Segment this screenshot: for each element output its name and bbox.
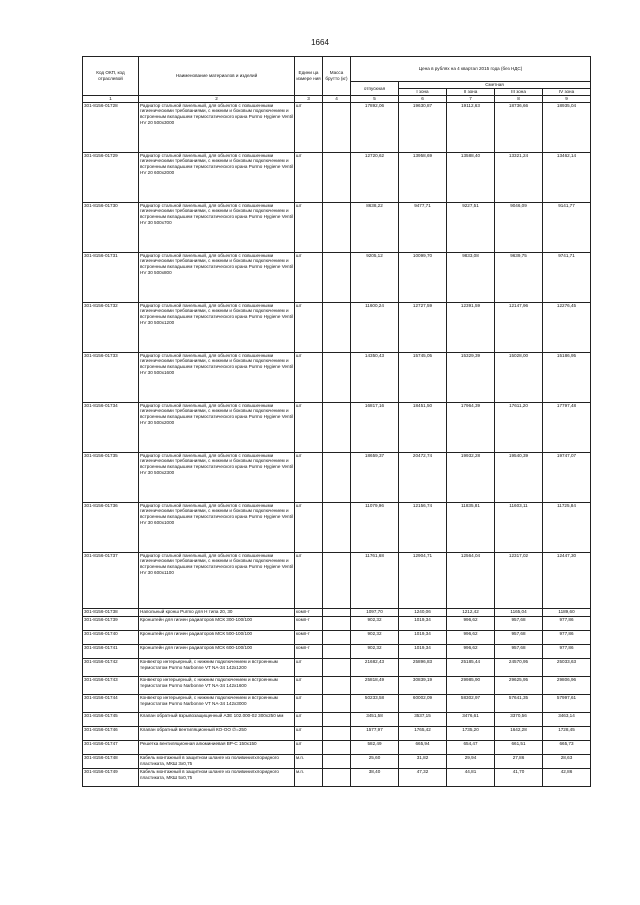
cell-zone-3: 661,51 (495, 741, 543, 755)
cell-zone-4: 25033,63 (543, 659, 591, 677)
cell-name: Радиатор стальной панельный, для объектов с повышенными гигиеническими требованиями, с нижним и боковым подключением и встроенным вкладышем термостатического крана Purmo Hygiene Ventil HV 20 600х2000 (139, 152, 295, 202)
cell-zone-3: 57641,35 (495, 695, 543, 713)
cell-zone-1: 25896,83 (399, 659, 447, 677)
cell-name: Радиатор стальной панельный, для объектов с повышенными гигиеническими требованиями, с нижним и боковым подключением и встроенным вкладышем термостатического крана Purmo Hygiene Ventil HV 30 500х800 (139, 252, 295, 302)
cell-mass (323, 713, 351, 727)
table-row (83, 202, 591, 252)
col-number: 6 (399, 96, 447, 103)
cell-code: 301-8156-01747 (83, 741, 139, 755)
table-row (83, 631, 591, 645)
cell-release: 11079,96 (351, 502, 399, 552)
table-row (83, 727, 591, 741)
table-row (83, 617, 591, 631)
cell-zone-2: 29,94 (447, 755, 495, 769)
col-number: 7 (447, 96, 495, 103)
cell-mass (323, 152, 351, 202)
cell-zone-2: 15329,39 (447, 352, 495, 402)
cell-mass (323, 631, 351, 645)
col-number: 1 (83, 96, 139, 103)
cell-name: Клапан обратный вентиляционный КО-ОО ∅=250 (139, 727, 295, 741)
table-row (83, 755, 591, 769)
cell-zone-4: 12276,45 (543, 302, 591, 352)
cell-zone-4: 15186,95 (543, 352, 591, 402)
cell-mass (323, 452, 351, 502)
cell-zone-4: 11725,84 (543, 502, 591, 552)
cell-release: 1577,97 (351, 727, 399, 741)
cell-name: Кабель монтажный в защитном шланге из поливинилхлоридного пластиката, МКШ 5х0,75 (139, 769, 295, 787)
cell-release: 902,32 (351, 631, 399, 645)
cell-code: 301-8156-01730 (83, 202, 139, 252)
page-number: 1664 (311, 38, 329, 47)
col-number: 4 (323, 96, 351, 103)
cell-zone-4: 57997,61 (543, 695, 591, 713)
cell-zone-1: 30839,19 (399, 677, 447, 695)
cell-unit: шт (295, 402, 323, 452)
cell-unit: шт (295, 659, 323, 677)
cell-unit: шт (295, 713, 323, 727)
cell-code: 301-8156-01735 (83, 452, 139, 502)
cell-zone-4: 29806,96 (543, 677, 591, 695)
cell-zone-3: 12147,96 (495, 302, 543, 352)
cell-unit: м.п. (295, 769, 323, 787)
cell-code: 301-8156-01738 (83, 608, 139, 617)
cell-unit: комп-т (295, 645, 323, 659)
cell-zone-1: 1765,42 (399, 727, 447, 741)
cell-mass (323, 727, 351, 741)
cell-mass (323, 302, 351, 352)
cell-zone-3: 13321,24 (495, 152, 543, 202)
cell-code: 301-8156-01744 (83, 695, 139, 713)
cell-release: 25818,49 (351, 677, 399, 695)
cell-release: 17892,06 (351, 102, 399, 152)
table-row (83, 402, 591, 452)
cell-zone-2: 44,81 (447, 769, 495, 787)
cell-code: 301-8156-01745 (83, 713, 139, 727)
cell-release: 902,32 (351, 617, 399, 631)
cell-zone-4: 42,86 (543, 769, 591, 787)
cell-zone-1: 9477,71 (399, 202, 447, 252)
cell-name: Радиатор стальной панельный, для объектов с повышенными гигиеническими требованиями, с нижним и боковым подключением и встроенным вкладышем термостатического крана Purmo Hygiene Ventil HV 30 500х1200 (139, 302, 295, 352)
cell-zone-2: 58302,97 (447, 695, 495, 713)
header-name: Наименование материалов и изделий (139, 57, 295, 96)
cell-mass (323, 695, 351, 713)
header-release: отпускная (351, 82, 399, 96)
cell-code: 301-8156-01732 (83, 302, 139, 352)
cell-mass (323, 659, 351, 677)
cell-zone-1: 31,82 (399, 755, 447, 769)
cell-code: 301-8156-01749 (83, 769, 139, 787)
cell-zone-4: 977,86 (543, 645, 591, 659)
cell-code: 301-8156-01743 (83, 677, 139, 695)
cell-zone-4: 1189,60 (543, 608, 591, 617)
cell-zone-4: 12447,30 (543, 552, 591, 608)
cell-name: Радиатор стальной панельный, для объектов с повышенными гигиеническими требованиями, с нижним и боковым подключением и встроенным вкладышем термостатического крана Purmo Hygiene Ventil HV 30 600х1100 (139, 552, 295, 608)
cell-zone-2: 12564,04 (447, 552, 495, 608)
cell-release: 902,32 (351, 645, 399, 659)
cell-zone-1: 60002,09 (399, 695, 447, 713)
cell-mass (323, 645, 351, 659)
cell-zone-4: 665,73 (543, 741, 591, 755)
cell-mass (323, 502, 351, 552)
header-zone-4: IV зона (543, 89, 591, 96)
cell-zone-3: 957,68 (495, 645, 543, 659)
cell-name: Напольный кронш Purmo для H типа 20, 30 (139, 608, 295, 617)
table-row (83, 645, 591, 659)
cell-unit: шт (295, 727, 323, 741)
cell-zone-2: 1212,42 (447, 608, 495, 617)
cell-zone-3: 9046,09 (495, 202, 543, 252)
cell-zone-1: 12727,59 (399, 302, 447, 352)
cell-unit: шт (295, 202, 323, 252)
cell-mass (323, 202, 351, 252)
cell-release: 11761,68 (351, 552, 399, 608)
cell-unit: шт (295, 695, 323, 713)
table-row (83, 659, 591, 677)
cell-zone-4: 3463,14 (543, 713, 591, 727)
table-row (83, 552, 591, 608)
cell-name: Кабель монтажный в защитном шланге из поливинилхлоридного пластиката, МКШ 3х0,75 (139, 755, 295, 769)
cell-zone-3: 15028,00 (495, 352, 543, 402)
col-number: 5 (351, 96, 399, 103)
table-row (83, 152, 591, 202)
cell-mass (323, 102, 351, 152)
col-number: 8 (495, 96, 543, 103)
cell-code: 301-8156-01728 (83, 102, 139, 152)
cell-zone-2: 13588,40 (447, 152, 495, 202)
cell-zone-4: 18935,04 (543, 102, 591, 152)
cell-release: 25,60 (351, 755, 399, 769)
cell-mass (323, 608, 351, 617)
cell-zone-3: 957,68 (495, 631, 543, 645)
table-row (83, 452, 591, 502)
cell-zone-2: 996,62 (447, 631, 495, 645)
cell-zone-3: 18736,66 (495, 102, 543, 152)
cell-release: 16817,16 (351, 402, 399, 452)
cell-zone-4: 13462,14 (543, 152, 591, 202)
cell-zone-1: 1019,34 (399, 617, 447, 631)
cell-code: 301-8156-01733 (83, 352, 139, 402)
cell-code: 301-8156-01746 (83, 727, 139, 741)
col-number: 3 (295, 96, 323, 103)
cell-zone-3: 3370,56 (495, 713, 543, 727)
cell-release: 8638,22 (351, 202, 399, 252)
cell-zone-3: 27,86 (495, 755, 543, 769)
cell-zone-2: 29985,90 (447, 677, 495, 695)
cell-name: Кронштейн для гигиен радиаторов МСК 600-100/100 (139, 645, 295, 659)
cell-unit: шт (295, 677, 323, 695)
cell-zone-3: 41,70 (495, 769, 543, 787)
col-number: 2 (139, 96, 295, 103)
cell-name: Радиатор стальной панельный, для объектов с повышенными гигиеническими требованиями, с нижним и боковым подключением и встроенным вкладышем термостатического крана Purmo Hygiene Ventil HV 30 500х2300 (139, 452, 295, 502)
cell-name: Радиатор стальной панельный, для объектов с повышенными гигиеническими требованиями, с нижним и боковым подключением и встроенным вкладышем термостатического крана Purmo Hygiene Ventil HV 30 600х1000 (139, 502, 295, 552)
cell-unit: шт (295, 302, 323, 352)
cell-zone-2: 3476,61 (447, 713, 495, 727)
cell-zone-1: 1019,34 (399, 645, 447, 659)
header-unit: Едини ца измере ния (295, 57, 323, 96)
cell-release: 18659,37 (351, 452, 399, 502)
cell-code: 301-8156-01734 (83, 402, 139, 452)
table-row (83, 302, 591, 352)
cell-unit: комп-т (295, 608, 323, 617)
cell-name: Радиатор стальной панельный, для объектов с повышенными гигиеническими требованиями, с нижним и боковым подключением и встроенным вкладышем термостатического крана Purmo Hygiene Ventil HV 30 500х1600 (139, 352, 295, 402)
cell-mass (323, 252, 351, 302)
cell-zone-3: 12317,02 (495, 552, 543, 608)
cell-zone-3: 957,68 (495, 617, 543, 631)
cell-name: Радиатор стальной панельный, для объектов с повышенными гигиеническими требованиями, с нижним и боковым подключением и встроенным вкладышем термостатического крана Purmo Hygiene Ventil HV 30 500х2000 (139, 402, 295, 452)
cell-zone-1: 20472,74 (399, 452, 447, 502)
cell-name: Кронштейн для гигиен радиаторов МСК 500-100/100 (139, 631, 295, 645)
cell-release: 50233,58 (351, 695, 399, 713)
cell-zone-2: 1735,20 (447, 727, 495, 741)
cell-release: 14350,43 (351, 352, 399, 402)
cell-name: Решетка вентиляционная алюминиевая ВР-С 150х150 (139, 741, 295, 755)
cell-zone-1: 3537,15 (399, 713, 447, 727)
header-mass: Масса брутто (кг) (323, 57, 351, 96)
cell-zone-4: 9741,71 (543, 252, 591, 302)
cell-zone-2: 9227,51 (447, 202, 495, 252)
cell-release: 9205,12 (351, 252, 399, 302)
cell-release: 11600,24 (351, 302, 399, 352)
cell-zone-2: 11835,81 (447, 502, 495, 552)
header-zone-3: III зона (495, 89, 543, 96)
cell-code: 301-8156-01731 (83, 252, 139, 302)
cell-mass (323, 755, 351, 769)
cell-zone-1: 10099,70 (399, 252, 447, 302)
cell-release: 38,40 (351, 769, 399, 787)
cell-release: 21682,43 (351, 659, 399, 677)
cell-code: 301-8156-01736 (83, 502, 139, 552)
header-zone-1: I зона (399, 89, 447, 96)
cell-code: 301-8156-01741 (83, 645, 139, 659)
cell-zone-4: 17797,48 (543, 402, 591, 452)
cell-zone-3: 24570,95 (495, 659, 543, 677)
cell-unit: шт (295, 552, 323, 608)
cell-name: Конвектор интерьерный, с нижним подключением и встроенным термостатом Purmo Narbonne VT NA-34 142х3000 (139, 695, 295, 713)
cell-zone-3: 17611,20 (495, 402, 543, 452)
cell-zone-1: 665,94 (399, 741, 447, 755)
header-code: Код ОКП, код отраслевой (83, 57, 139, 96)
cell-zone-1: 15745,05 (399, 352, 447, 402)
table-row (83, 102, 591, 152)
cell-mass (323, 741, 351, 755)
table-row (83, 769, 591, 787)
cell-code: 301-8156-01737 (83, 552, 139, 608)
cell-mass (323, 677, 351, 695)
cell-zone-2: 654,47 (447, 741, 495, 755)
cell-release: 582,49 (351, 741, 399, 755)
cell-code: 301-8156-01729 (83, 152, 139, 202)
cell-zone-3: 1165,04 (495, 608, 543, 617)
cell-mass (323, 402, 351, 452)
cell-release: 12720,62 (351, 152, 399, 202)
cell-name: Кронштейн для гигиен радиаторов МСК 300-100/100 (139, 617, 295, 631)
cell-name: Радиатор стальной панельный, для объектов с повышенными гигиеническими требованиями, с нижним и боковым подключением и встроенным вкладышем термостатического крана Purmo Hygiene Ventil HV 30 500х700 (139, 202, 295, 252)
cell-mass (323, 617, 351, 631)
cell-zone-1: 12904,71 (399, 552, 447, 608)
cell-name: Конвектор интерьерный, с нижним подключением и встроенным термостатом Purmo Narbonne VT NA-34 142х1200 (139, 659, 295, 677)
cell-unit: комп-т (295, 617, 323, 631)
table-row (83, 677, 591, 695)
cell-unit: шт (295, 352, 323, 402)
cell-zone-4: 9141,77 (543, 202, 591, 252)
header-estimate: Сметная (399, 82, 591, 89)
cell-zone-2: 19932,28 (447, 452, 495, 502)
cell-unit: шт (295, 741, 323, 755)
header-zone-2: II зона (447, 89, 495, 96)
cell-mass (323, 352, 351, 402)
table-row (83, 713, 591, 727)
cell-zone-2: 9833,08 (447, 252, 495, 302)
cell-unit: шт (295, 102, 323, 152)
cell-zone-3: 29625,95 (495, 677, 543, 695)
table-row (83, 502, 591, 552)
cell-unit: шт (295, 252, 323, 302)
cell-release: 3451,58 (351, 713, 399, 727)
cell-zone-4: 977,86 (543, 631, 591, 645)
cell-unit: шт (295, 152, 323, 202)
cell-zone-1: 12156,74 (399, 502, 447, 552)
cell-zone-1: 47,32 (399, 769, 447, 787)
table-row (83, 741, 591, 755)
table-row (83, 252, 591, 302)
cell-zone-2: 996,62 (447, 645, 495, 659)
cell-zone-1: 19630,87 (399, 102, 447, 152)
cell-zone-4: 19747,07 (543, 452, 591, 502)
cell-name: Клапан обратный взрывозащищенный АЗЕ 102.000-02 300х250 мм (139, 713, 295, 727)
cell-zone-4: 1728,45 (543, 727, 591, 741)
cell-code: 301-8156-01740 (83, 631, 139, 645)
cell-zone-1: 1019,34 (399, 631, 447, 645)
header-price-group: Цена в рублях на 4 квартал 2015 года (без НДС) (351, 57, 591, 82)
cell-release: 1097,70 (351, 608, 399, 617)
cell-zone-1: 1240,06 (399, 608, 447, 617)
table-row (83, 608, 591, 617)
cell-mass (323, 552, 351, 608)
table-row (83, 352, 591, 402)
cell-code: 301-8156-01742 (83, 659, 139, 677)
cell-zone-2: 12391,59 (447, 302, 495, 352)
cell-zone-2: 996,62 (447, 617, 495, 631)
cell-zone-3: 1642,28 (495, 727, 543, 741)
cell-code: 301-8156-01748 (83, 755, 139, 769)
cell-zone-2: 19112,63 (447, 102, 495, 152)
cell-zone-2: 25185,44 (447, 659, 495, 677)
price-table (82, 56, 591, 787)
cell-zone-2: 17964,39 (447, 402, 495, 452)
cell-unit: м.п. (295, 755, 323, 769)
cell-name: Конвектор интерьерный, с нижним подключением и встроенным термостатом Purmo Narbonne VT NA-34 142х1600 (139, 677, 295, 695)
cell-zone-3: 19540,39 (495, 452, 543, 502)
cell-unit: шт (295, 452, 323, 502)
cell-zone-4: 977,86 (543, 617, 591, 631)
cell-zone-3: 9639,75 (495, 252, 543, 302)
cell-zone-1: 13958,69 (399, 152, 447, 202)
cell-mass (323, 769, 351, 787)
cell-zone-3: 11603,11 (495, 502, 543, 552)
cell-name: Радиатор стальной панельный, для объектов с повышенными гигиеническими требованиями, с нижним и боковым подключением и встроенным вкладышем термостатического крана Purmo Hygiene Ventil HV 20 500х3000 (139, 102, 295, 152)
cell-unit: комп-т (295, 631, 323, 645)
table-row (83, 695, 591, 713)
cell-unit: шт (295, 502, 323, 552)
cell-code: 301-8156-01739 (83, 617, 139, 631)
col-number: 9 (543, 96, 591, 103)
cell-zone-1: 18451,50 (399, 402, 447, 452)
cell-zone-4: 28,63 (543, 755, 591, 769)
